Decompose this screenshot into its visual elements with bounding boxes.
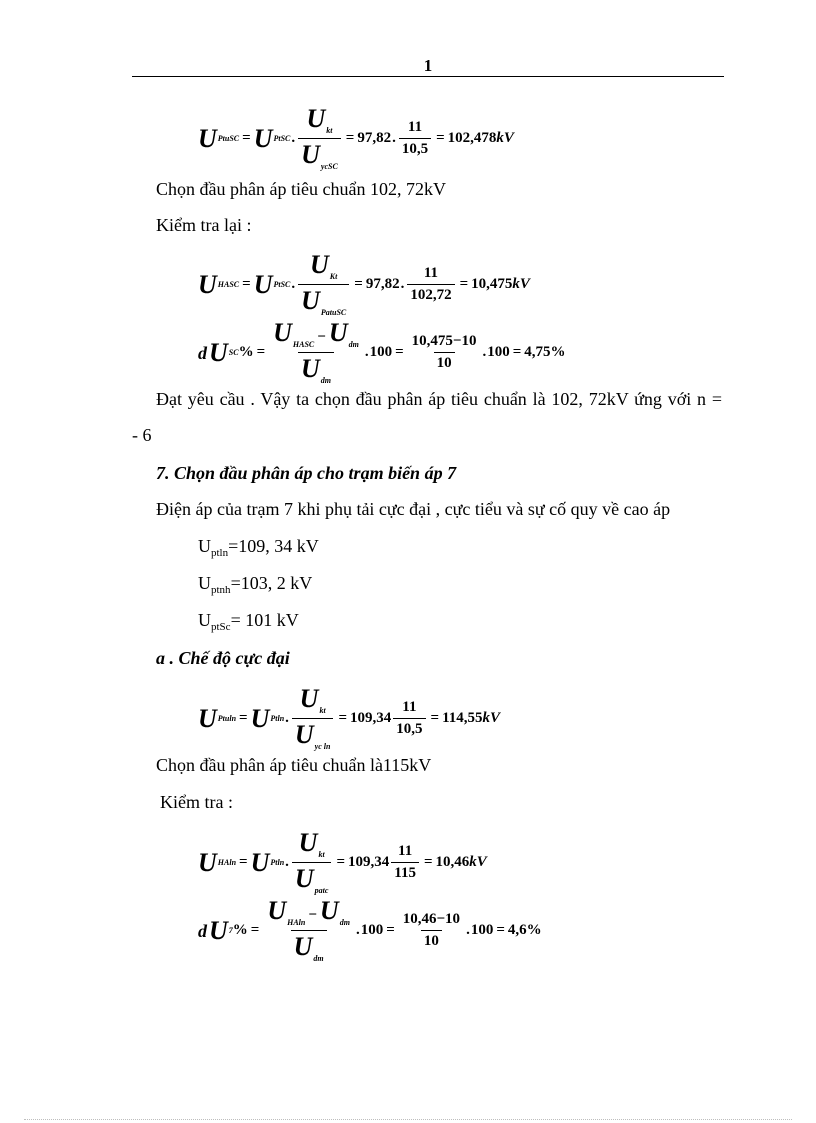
equation-deviation-max: d U 7 % = $\frac{U_{HAln} - U_{dm}}{U_{dm}}$ . 100 = $\frac{10,46-10}{10}$ . 100 = 4,6%: [198, 896, 542, 963]
voltage-item-fault: $U_{ptSc}= 101$ kV: [198, 610, 299, 633]
equation-low-voltage-fault: U HASC = U PtSC . $\frac{U_{Kt}}{U_{PatuSC}}$ = 97,82 . $\frac{11}{102,72}$ = 10,475 kV: [198, 250, 530, 317]
footer-rule: [24, 1119, 792, 1120]
equation-deviation-fault: d U SC % = $\frac{U_{HASC} - U_{dm}}{U_{dm}}$ . 100 = $\frac{10,475-10}{10}$ . 100 = 4,75%: [198, 318, 566, 385]
paragraph-requirement-met: Đạt yêu cầu . Vậy ta chọn đầu phân áp tiêu chuẩn là 102, 72kV ứng với n =: [156, 389, 722, 409]
header-rule: [132, 76, 724, 77]
subsection-heading-max-mode: a . Chế độ cực đại: [156, 648, 290, 668]
paragraph-requirement-met-continued: - 6: [132, 425, 152, 445]
voltage-item-max-load: $U_{ptln}=109$, 34 kV: [198, 536, 319, 559]
equation-low-voltage-max: U HAln = U Ptln . $\frac{U_{kt}}{U_{patc}}$ = 109,34 $\frac{11}{115}$ = 10,46 kV: [198, 828, 487, 895]
voltage-item-min-load: $U_{ptnh}=103$, 2 kV: [198, 573, 313, 596]
paragraph-check-1: Kiểm tra lại :: [156, 215, 252, 235]
paragraph-voltage-description: Điện áp của trạm 7 khi phụ tải cực đại , cực tiểu và sự cố quy về cao áp: [156, 499, 671, 519]
equation-tap-voltage-fault: U PtuSC = U PtSC . $\frac{U_{kt}}{U_{ycSC}}$ = 97,82 . $\frac{11}{10,5}$ = 102,478 kV: [198, 104, 514, 171]
paragraph-choose-tap-2: Chọn đầu phân áp tiêu chuẩn là115kV: [156, 755, 432, 775]
section-heading-7: 7. Chọn đầu phân áp cho trạm biến áp 7: [156, 463, 457, 483]
equation-tap-voltage-max: U Ptuln = U Ptln . $\frac{U_{kt}}{U_{yc ln}}$ = 109,34 $\frac{11}{10,5}$ = 114,55 kV: [198, 684, 501, 751]
page-number: 1: [423, 56, 433, 75]
paragraph-check-2: Kiểm tra :: [160, 792, 233, 812]
paragraph-choose-tap-1: Chọn đầu phân áp tiêu chuẩn 102, 72kV: [156, 179, 446, 199]
